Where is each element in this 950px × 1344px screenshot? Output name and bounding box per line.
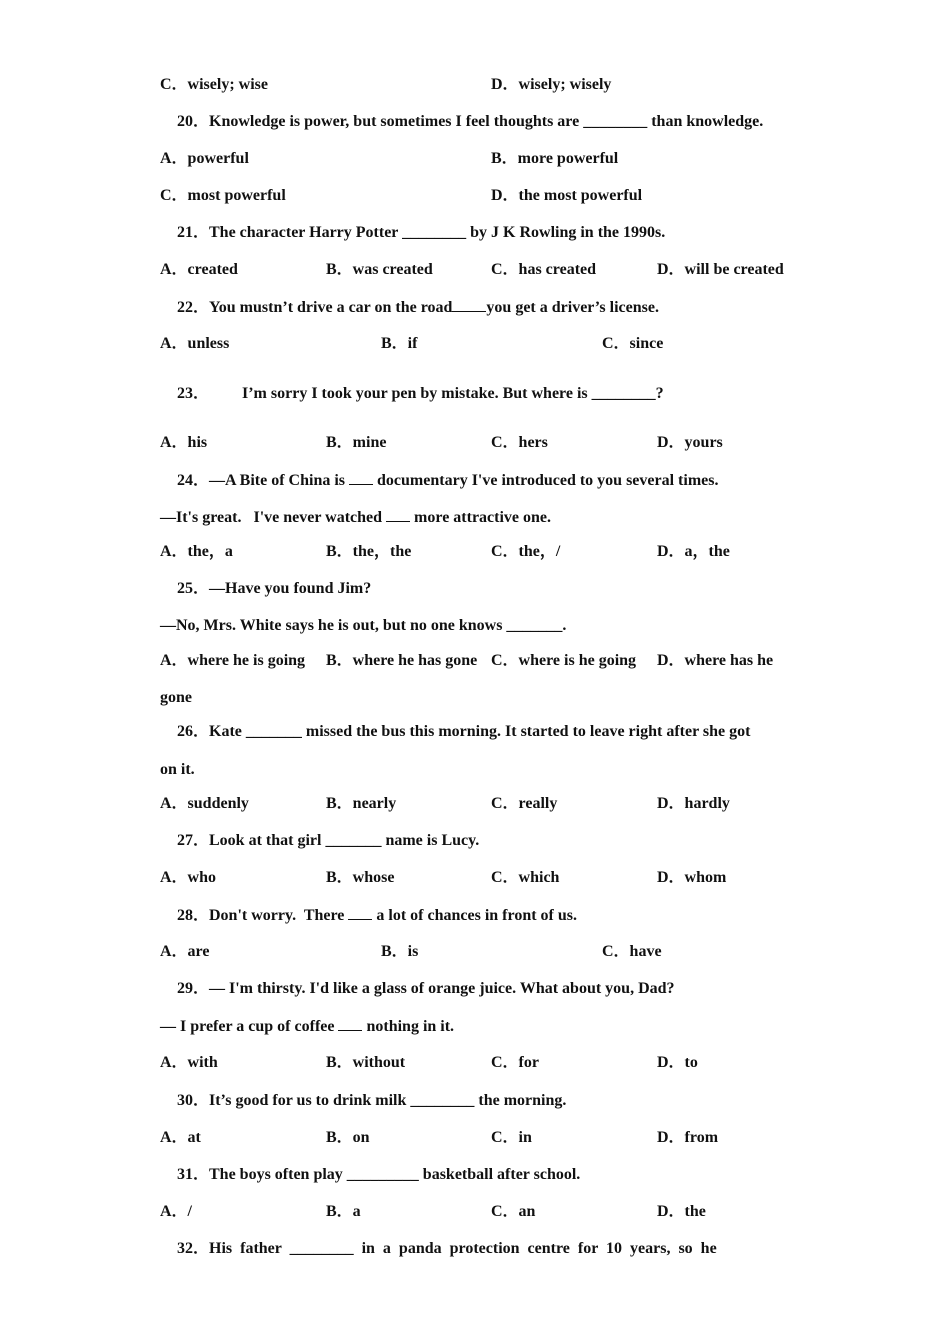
option-b: B．without bbox=[326, 1054, 406, 1071]
option-c: C．wisely; wise bbox=[160, 76, 268, 93]
question-text: a lot of chances in front of us. bbox=[376, 907, 577, 924]
question-text: documentary I've introduced to you several times. bbox=[377, 472, 719, 489]
question-23-number: 23． bbox=[177, 385, 210, 402]
option-d: D．yours bbox=[657, 434, 723, 451]
question-text: — I prefer a cup of coffee bbox=[160, 1018, 335, 1035]
option-b: B．a bbox=[326, 1203, 361, 1220]
question-text: you get a driver’s license. bbox=[486, 299, 659, 316]
answer-blank bbox=[338, 1016, 362, 1031]
question-27: 27．Look at that girl _______ name is Lucy. bbox=[177, 832, 480, 849]
option-c: C．for bbox=[491, 1054, 539, 1071]
option-c: C．where is he going bbox=[491, 652, 637, 669]
option-a: A．with bbox=[160, 1054, 218, 1071]
question-26-continued: on it. bbox=[160, 761, 195, 778]
option-c: C．hers bbox=[491, 434, 548, 451]
option-b: B．whose bbox=[326, 869, 395, 886]
option-a: A．are bbox=[160, 943, 210, 960]
answer-blank bbox=[386, 507, 410, 522]
option-d: D．will be created bbox=[657, 261, 784, 278]
option-d: D．hardly bbox=[657, 795, 730, 812]
option-d: D．to bbox=[657, 1054, 698, 1071]
option-c: C．have bbox=[602, 943, 662, 960]
question-25: 25．—Have you found Jim? bbox=[177, 580, 372, 597]
option-d-continued: gone bbox=[160, 689, 192, 706]
question-28 bbox=[177, 905, 577, 926]
option-b: B．mine bbox=[326, 434, 387, 451]
question-29: 29．— I'm thirsty. I'd like a glass of orange juice. What about you, Dad? bbox=[177, 980, 675, 997]
option-a: A．suddenly bbox=[160, 795, 249, 812]
question-text: 24．—A Bite of China is bbox=[177, 472, 346, 489]
option-d: D．the most powerful bbox=[491, 187, 643, 204]
option-d: D．where has he bbox=[657, 652, 774, 669]
option-c: C．which bbox=[491, 869, 560, 886]
option-c: C．an bbox=[491, 1203, 536, 1220]
option-a: A．unless bbox=[160, 335, 230, 352]
question-32: 32．His father ________ in a panda protection centre for 10 years, so he bbox=[177, 1240, 717, 1257]
dialogue-line bbox=[160, 507, 551, 528]
option-b: B．is bbox=[381, 943, 419, 960]
option-c: C．has created bbox=[491, 261, 597, 278]
dialogue-line bbox=[160, 1016, 454, 1037]
option-a: A．/ bbox=[160, 1203, 193, 1220]
question-text: nothing in it. bbox=[366, 1018, 455, 1035]
question-text: —It's great. I've never watched bbox=[160, 509, 383, 526]
option-b: B．was created bbox=[326, 261, 433, 278]
option-a: A．his bbox=[160, 434, 208, 451]
option-d: D．wisely; wisely bbox=[491, 76, 612, 93]
answer-blank bbox=[348, 905, 372, 920]
option-b: B．more powerful bbox=[491, 150, 619, 167]
option-a: A．at bbox=[160, 1129, 201, 1146]
option-a: A．where he is going bbox=[160, 652, 306, 669]
option-b: B．nearly bbox=[326, 795, 397, 812]
question-22 bbox=[177, 297, 659, 318]
question-26: 26．Kate _______ missed the bus this morning. It started to leave right after she got bbox=[177, 723, 751, 740]
option-d: D．the bbox=[657, 1203, 706, 1220]
answer-blank bbox=[452, 297, 486, 312]
option-c: C．in bbox=[491, 1129, 532, 1146]
question-24 bbox=[177, 470, 718, 491]
option-c: C．really bbox=[491, 795, 558, 812]
option-d: D．a，the bbox=[657, 543, 730, 560]
answer-blank bbox=[349, 470, 373, 485]
option-b: B．if bbox=[381, 335, 418, 352]
question-21: 21．The character Harry Potter ________ by J K Rowling in the 1990s. bbox=[177, 224, 666, 241]
question-30: 30．It’s good for us to drink milk ________ the morning. bbox=[177, 1092, 567, 1109]
option-a: A．who bbox=[160, 869, 217, 886]
option-a: A．the，a bbox=[160, 543, 233, 560]
question-text: 22．You mustn’t drive a car on the road bbox=[177, 299, 453, 316]
question-20: 20．Knowledge is power, but sometimes I feel thoughts are ________ than knowledge. bbox=[177, 113, 764, 130]
option-d: D．whom bbox=[657, 869, 727, 886]
question-text: more attractive one. bbox=[414, 509, 552, 526]
option-b: B．on bbox=[326, 1129, 370, 1146]
option-c: C．most powerful bbox=[160, 187, 286, 204]
option-b: B．where he has gone bbox=[326, 652, 478, 669]
option-c: C．since bbox=[602, 335, 664, 352]
question-23: I’m sorry I took your pen by mistake. But where is ________? bbox=[242, 385, 664, 402]
dialogue-line: —No, Mrs. White says he is out, but no one knows _______. bbox=[160, 617, 567, 634]
option-c: C．the，/ bbox=[491, 543, 561, 560]
option-a: A．powerful bbox=[160, 150, 249, 167]
option-a: A．created bbox=[160, 261, 238, 278]
question-31: 31．The boys often play _________ basketball after school. bbox=[177, 1166, 581, 1183]
option-d: D．from bbox=[657, 1129, 719, 1146]
option-b: B．the，the bbox=[326, 543, 412, 560]
question-text: 28．Don't worry. There bbox=[177, 907, 345, 924]
